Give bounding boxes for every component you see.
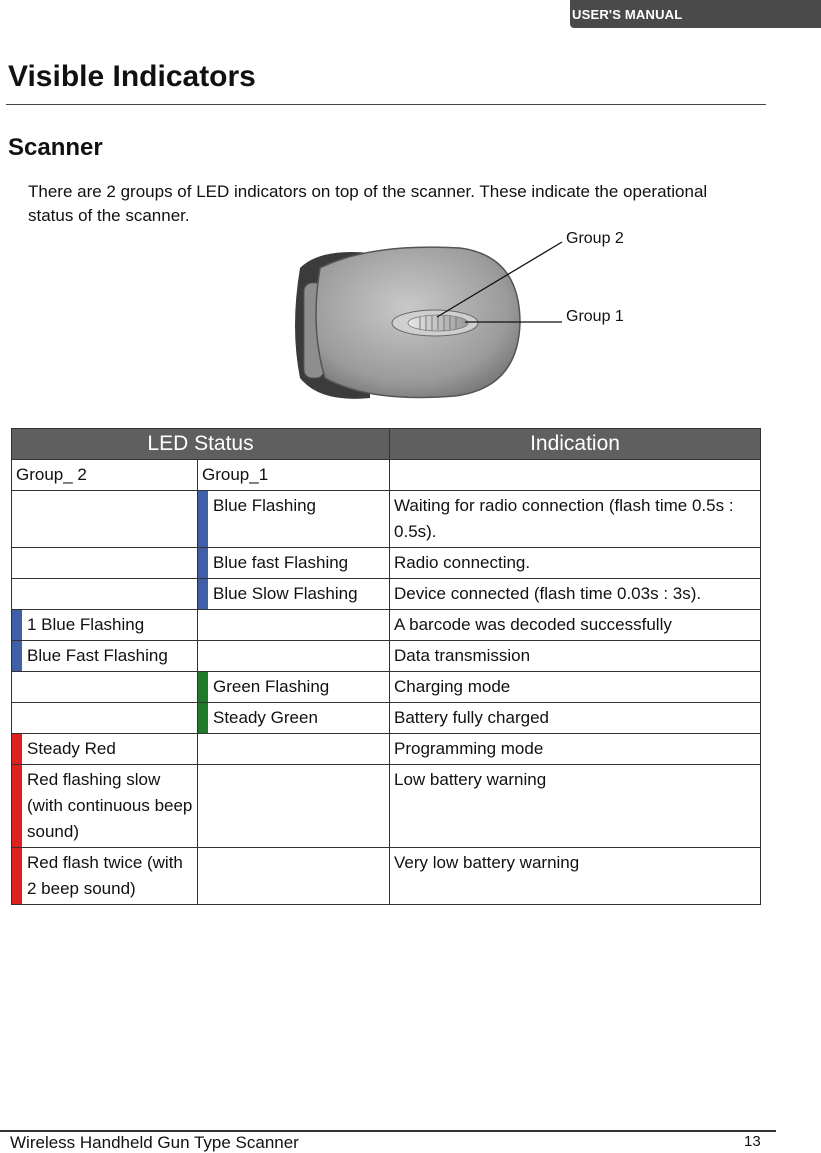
cell-indication: Low battery warning bbox=[390, 765, 761, 848]
subheader-group2: Group_ 2 bbox=[12, 460, 198, 491]
cell-indication: Device connected (flash time 0.03s : 3s). bbox=[390, 579, 761, 610]
cell-group1-green: Steady Green bbox=[198, 703, 390, 734]
cell-group2-red: Steady Red bbox=[12, 734, 198, 765]
cell-group1 bbox=[198, 610, 390, 641]
cell-indication: Programming mode bbox=[390, 734, 761, 765]
cell-group2-blue: 1 Blue Flashing bbox=[12, 610, 198, 641]
cell-group1 bbox=[198, 848, 390, 905]
subheader-group1: Group_1 bbox=[198, 460, 390, 491]
cell-group2-red: Red flash twice (with 2 beep sound) bbox=[12, 848, 198, 905]
table-row bbox=[12, 548, 761, 579]
table-row bbox=[12, 610, 761, 641]
page-number: 13 bbox=[744, 1133, 761, 1150]
table-row bbox=[12, 734, 761, 765]
cell-indication: Very low battery warning bbox=[390, 848, 761, 905]
table-row bbox=[12, 765, 761, 848]
table-row bbox=[12, 491, 761, 548]
cell-group2 bbox=[12, 491, 198, 548]
scanner-figure bbox=[280, 228, 660, 408]
cell-group2 bbox=[12, 672, 198, 703]
page-title: Visible Indicators bbox=[8, 60, 256, 93]
cell-group1 bbox=[198, 734, 390, 765]
title-divider bbox=[6, 104, 766, 105]
footer-document-title: Wireless Handheld Gun Type Scanner bbox=[10, 1133, 299, 1152]
manual-header-badge: USER'S MANUAL bbox=[570, 0, 821, 28]
table-row bbox=[12, 672, 761, 703]
callout-group2-label: Group 2 bbox=[566, 230, 624, 247]
table-header-row bbox=[12, 429, 761, 460]
cell-group1-blue: Blue Slow Flashing bbox=[198, 579, 390, 610]
cell-group2 bbox=[12, 579, 198, 610]
led-status-table bbox=[11, 428, 761, 905]
intro-paragraph: There are 2 groups of LED indicators on top of the scanner. These indicate the operational status of the scanner. bbox=[28, 182, 708, 225]
cell-group2-blue: Blue Fast Flashing bbox=[12, 641, 198, 672]
section-title: Scanner bbox=[8, 134, 103, 161]
cell-group2 bbox=[12, 548, 198, 579]
cell-group1-blue: Blue fast Flashing bbox=[198, 548, 390, 579]
header-indication: Indication bbox=[390, 429, 761, 460]
table-row bbox=[12, 703, 761, 734]
cell-group1 bbox=[198, 765, 390, 848]
cell-group1 bbox=[198, 641, 390, 672]
cell-indication: Radio connecting. bbox=[390, 548, 761, 579]
table-subheader-row bbox=[12, 460, 761, 491]
table-row bbox=[12, 848, 761, 905]
header-led-status: LED Status bbox=[12, 429, 390, 460]
cell-group1-blue: Blue Flashing bbox=[198, 491, 390, 548]
cell-group1-green: Green Flashing bbox=[198, 672, 390, 703]
cell-indication: Waiting for radio connection (flash time 0.5s : 0.5s). bbox=[390, 491, 761, 548]
cell-indication: Data transmission bbox=[390, 641, 761, 672]
table-row bbox=[12, 641, 761, 672]
cell-indication: Charging mode bbox=[390, 672, 761, 703]
footer-divider bbox=[0, 1130, 776, 1132]
cell-indication: Battery fully charged bbox=[390, 703, 761, 734]
cell-group2-red: Red flashing slow (with continuous beep sound) bbox=[12, 765, 198, 848]
table-row bbox=[12, 579, 761, 610]
callout-group1-label: Group 1 bbox=[566, 308, 624, 325]
cell-indication: A barcode was decoded successfully bbox=[390, 610, 761, 641]
subheader-empty bbox=[390, 460, 761, 491]
cell-group2 bbox=[12, 703, 198, 734]
